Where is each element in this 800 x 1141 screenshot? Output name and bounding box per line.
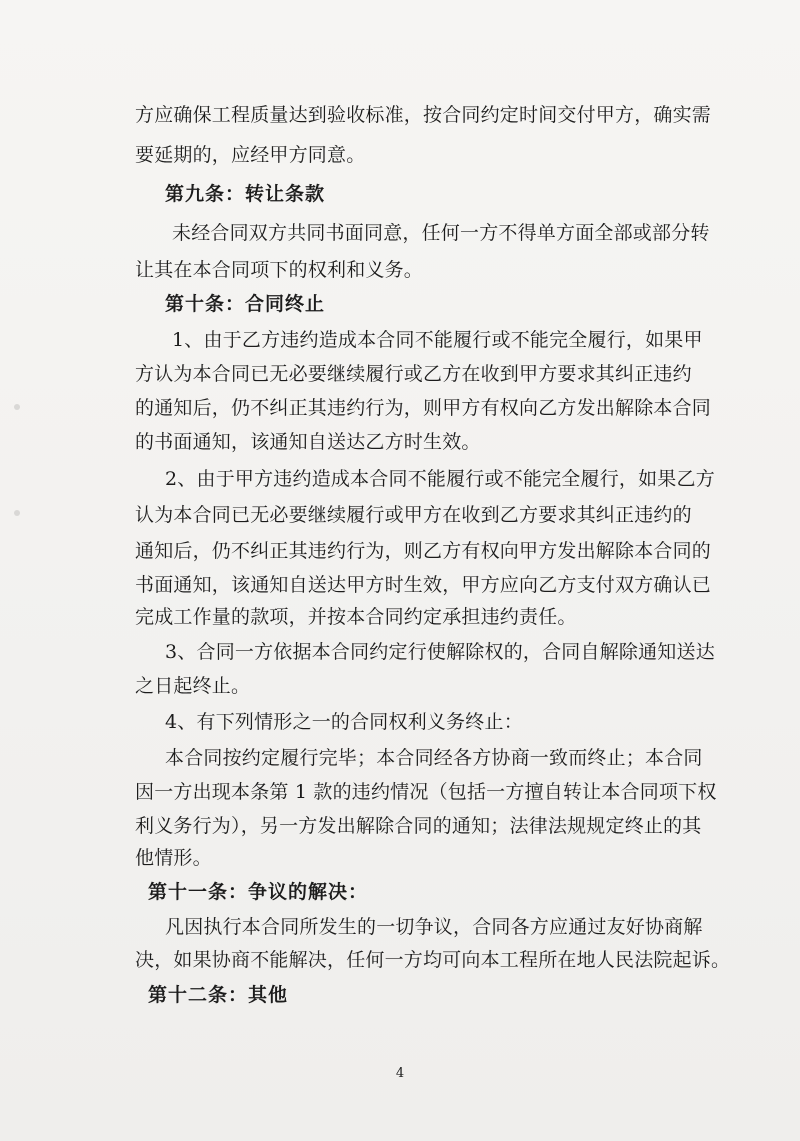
paragraph-line: 因一方出现本条第 1 款的违约情况（包括一方擅自转让本合同项下权 [135, 781, 717, 803]
section-heading-article-12: 第十二条：其他 [148, 984, 289, 1006]
paragraph-line: 本合同按约定履行完毕；本合同经各方协商一致而终止；本合同 [165, 747, 703, 769]
paragraph-line: 凡因执行本合同所发生的一切争议，合同各方应通过友好协商解 [165, 916, 703, 938]
page-number: 4 [395, 1066, 405, 1081]
paragraph-line: 未经合同双方共同书面同意，任何一方不得单方面全部或部分转 [172, 222, 710, 244]
section-heading-article-11: 第十一条：争议的解决： [148, 881, 369, 903]
paragraph-line: 方认为本合同已无必要继续履行或乙方在收到甲方要求其纠正违约 [135, 363, 692, 385]
paragraph-line: 完成工作量的款项，并按本合同约定承担违约责任。 [135, 606, 577, 628]
paragraph-line: 让其在本合同项下的权利和义务。 [135, 259, 424, 281]
paragraph-line: 1、由于乙方违约造成本合同不能履行或不能完全履行，如果甲 [172, 329, 703, 351]
paragraph-line: 书面通知，该通知自送达甲方时生效，甲方应向乙方支付双方确认已 [135, 574, 712, 596]
paragraph-line: 他情形。 [135, 847, 212, 869]
paragraph-line: 通知后，仍不纠正其违约行为，则乙方有权向甲方发出解除本合同的 [135, 540, 712, 562]
paragraph-line: 要延期的，应经甲方同意。 [135, 144, 366, 166]
paragraph-line: 决，如果协商不能解决，任何一方均可向本工程所在地人民法院起诉。 [135, 949, 731, 971]
paragraph-line: 3、合同一方依据本合同约定行使解除权的，合同自解除通知送达 [165, 641, 715, 663]
paragraph-line: 认为本合同已无必要继续履行或甲方在收到乙方要求其纠正违约的 [135, 504, 692, 526]
paragraph-line: 的书面通知，该通知自送达乙方时生效。 [135, 431, 481, 453]
paragraph-line: 之日起终止。 [135, 675, 251, 697]
paragraph-line: 方应确保工程质量达到验收标准，按合同约定时间交付甲方，确实需 [135, 104, 712, 126]
section-heading-article-10: 第十条：合同终止 [165, 293, 326, 315]
section-heading-article-9: 第九条：转让条款 [165, 183, 326, 205]
paragraph-line: 利义务行为），另一方发出解除合同的通知；法律法规规定终止的其 [135, 815, 702, 837]
paragraph-line: 2、由于甲方违约造成本合同不能履行或不能完全履行，如果乙方 [165, 468, 715, 490]
scan-punch-mark [14, 404, 20, 410]
scan-punch-mark [14, 510, 20, 516]
paragraph-line: 的通知后，仍不纠正其违约行为，则甲方有权向乙方发出解除本合同 [135, 397, 712, 419]
paragraph-line: 4、有下列情形之一的合同权利义务终止： [165, 711, 523, 733]
